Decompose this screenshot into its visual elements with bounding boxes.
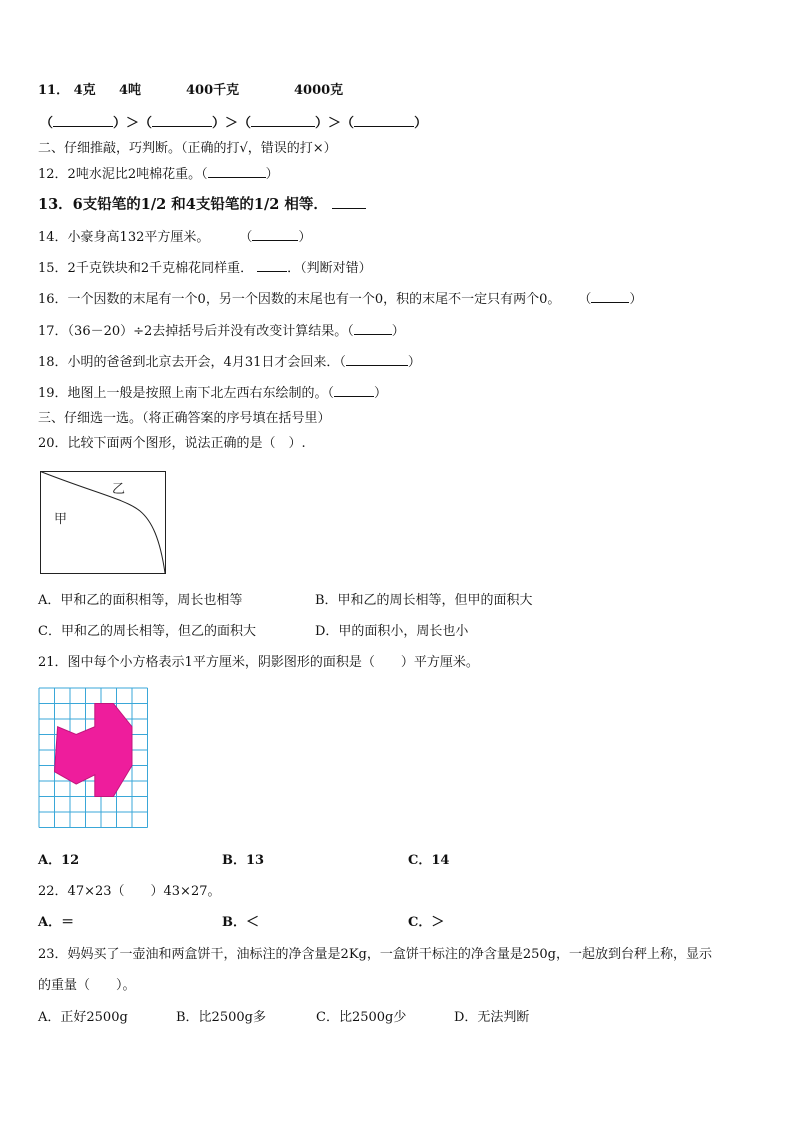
q20-option-d[interactable]: D．甲的面积小，周长也小 [315,624,469,639]
answer-blank[interactable] [252,228,298,241]
shaded-shape [55,704,133,797]
q16-text: 16．一个因数的末尾有一个0，另一个因数的末尾也有一个0，积的末尾不一定只有两个0。 [38,292,561,307]
paren-close: ） [391,324,405,339]
q17-line [38,322,405,341]
figure-label-jia: 甲 [54,512,68,527]
q15-text: 15．2千克铁块和2千克棉花同样重． [38,261,254,276]
q11-item-3: 400千克 [186,83,240,98]
answer-blank[interactable] [354,114,414,127]
q12-line [38,165,279,184]
answer-blank[interactable] [251,114,315,127]
paren-close: ） [374,386,388,401]
q23-option-b[interactable]: B．比2500g多 [176,1010,266,1025]
answer-blank[interactable] [332,196,366,209]
section-3-heading: 三、仔细选一选。（将正确答案的序号填在括号里） [38,411,331,426]
q16-line [38,290,642,309]
compare-sep: ）＞（ [315,116,355,131]
paren-close: ） [414,116,428,131]
answer-blank[interactable] [591,290,629,303]
paren-close: ） [298,230,312,245]
q20-option-c[interactable]: C．甲和乙的周长相等，但乙的面积大 [38,624,256,639]
answer-blank[interactable] [334,384,374,397]
q20-option-a[interactable]: A．甲和乙的面积相等，周长也相等 [38,593,243,608]
q11-line [38,82,96,100]
q19-line [38,384,387,403]
q11-compare-row [40,114,427,133]
q20-figure [40,471,168,576]
q12-text: 12．2吨水泥比2吨棉花重。（ [38,167,208,182]
q19-text: 19．地图上一般是按照上南下北左西右东绘制的。（ [38,386,335,401]
q11-item-1: 4克 [73,83,96,98]
q21-option-b[interactable]: B．13 [222,853,265,868]
paren-close: ） [629,292,643,307]
section-2-heading: 二、仔细推敲，巧判断。（正确的打√，错误的打×） [38,141,337,156]
q22-option-b[interactable]: B．＜ [222,915,259,930]
q15-line [38,259,372,278]
q14-line [38,228,311,247]
q14-text: 14．小豪身高132平方厘米。 [38,230,210,245]
q21-option-c[interactable]: C．14 [408,853,450,868]
q21-text: 21．图中每个小方格表示1平方厘米，阴影图形的面积是（ ）平方厘米。 [38,655,479,670]
figure-label-yi: 乙 [112,482,126,497]
answer-blank[interactable] [53,114,113,127]
q18-text: 18．小明的爸爸到北京去开会，4月31日才会回来．（ [38,355,346,370]
q20-option-b[interactable]: B．甲和乙的周长相等，但甲的面积大 [315,593,533,608]
q23-line-1: 23．妈妈买了一壶油和两盒饼干，油标注的净含量是2Kg，一盒饼干标注的净含量是250g，一起放到台秤上称，显示 [38,947,712,962]
answer-blank[interactable] [354,322,392,335]
answer-blank[interactable] [208,165,266,178]
q22-option-a[interactable]: A．＝ [38,915,75,930]
q21-grid-figure [38,687,151,837]
q22-option-c[interactable]: C．＞ [408,915,445,930]
compare-sep: ）＞（ [212,116,252,131]
q18-line [38,353,421,372]
q23-line-2: 的重量（ ）。 [38,978,136,993]
q23-option-a[interactable]: A．正好2500g [38,1010,128,1025]
paren-close: ） [407,355,421,370]
paren-close: ） [265,167,279,182]
q15-tail: ．（判断对错） [287,261,372,276]
q13-line [38,196,366,214]
q11-label: 11． [38,83,70,98]
answer-blank[interactable] [152,114,212,127]
answer-blank[interactable] [257,259,287,272]
q20-text: 20．比较下面两个图形，说法正确的是（ ）. [38,436,306,451]
q23-option-d[interactable]: D．无法判断 [454,1010,530,1025]
paren-open: （ [40,116,54,131]
q17-text: 17．（36－20）÷2去掉括号后并没有改变计算结果。（ [38,324,354,339]
answer-blank[interactable] [346,353,408,366]
q13-text: 13．6支铅笔的1/2 和4支铅笔的1/2 相等． [38,196,328,213]
q23-option-c[interactable]: C．比2500g少 [316,1010,407,1025]
q11-item-2: 4吨 [119,83,142,98]
paren-open: （ [578,292,592,307]
paren-open: （ [239,230,253,245]
q21-option-a[interactable]: A．12 [38,853,80,868]
q11-item-4: 4000克 [294,83,344,98]
compare-sep: ）＞（ [113,116,153,131]
q22-text: 22．47×23（ ）43×27。 [38,884,221,899]
